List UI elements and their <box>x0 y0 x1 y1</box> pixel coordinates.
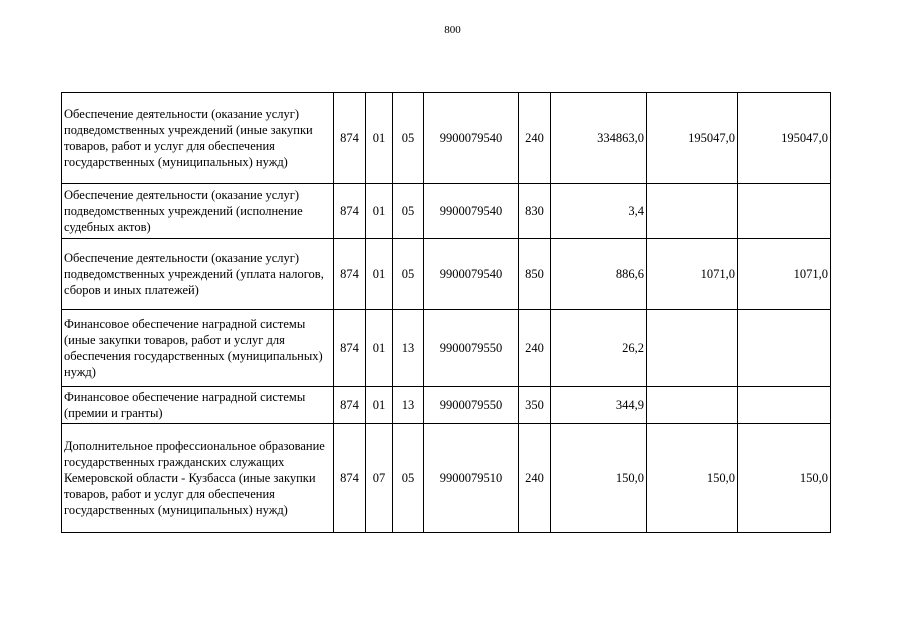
amount-year-3 <box>738 310 831 387</box>
budget-table <box>61 92 831 533</box>
section-code: 01 <box>366 239 393 310</box>
target-article-code: 9900079550 <box>424 387 519 424</box>
expense-type-code: 850 <box>519 239 551 310</box>
subsection-code: 13 <box>393 310 424 387</box>
section-code: 01 <box>366 184 393 239</box>
subsection-code: 05 <box>393 424 424 533</box>
ministry-code: 874 <box>334 239 366 310</box>
expense-type-code: 240 <box>519 310 551 387</box>
target-article-code: 9900079510 <box>424 424 519 533</box>
expense-type-code: 240 <box>519 93 551 184</box>
amount-year-1: 344,9 <box>551 387 647 424</box>
row-description: Финансовое обеспечение наградной системы (иные закупки товаров, работ и услуг для обеспечения государственных (муниципальных) нужд) <box>62 310 334 387</box>
amount-year-1: 26,2 <box>551 310 647 387</box>
ministry-code: 874 <box>334 387 366 424</box>
amount-year-2: 195047,0 <box>647 93 738 184</box>
subsection-code: 05 <box>393 93 424 184</box>
amount-year-1: 3,4 <box>551 184 647 239</box>
row-description: Обеспечение деятельности (оказание услуг) подведомственных учреждений (иные закупки товаров, работ и услуг для обеспечения государственных (муниципальных) нужд) <box>62 93 334 184</box>
table-row <box>62 310 831 387</box>
expense-type-code: 830 <box>519 184 551 239</box>
table-row <box>62 184 831 239</box>
row-description: Обеспечение деятельности (оказание услуг) подведомственных учреждений (исполнение судебных актов) <box>62 184 334 239</box>
amount-year-2 <box>647 387 738 424</box>
subsection-code: 05 <box>393 184 424 239</box>
table-row <box>62 387 831 424</box>
row-description: Финансовое обеспечение наградной системы (премии и гранты) <box>62 387 334 424</box>
table-row <box>62 93 831 184</box>
target-article-code: 9900079540 <box>424 93 519 184</box>
expense-type-code: 240 <box>519 424 551 533</box>
amount-year-3: 195047,0 <box>738 93 831 184</box>
section-code: 01 <box>366 387 393 424</box>
target-article-code: 9900079540 <box>424 239 519 310</box>
section-code: 01 <box>366 93 393 184</box>
target-article-code: 9900079540 <box>424 184 519 239</box>
section-code: 07 <box>366 424 393 533</box>
ministry-code: 874 <box>334 310 366 387</box>
table-row <box>62 239 831 310</box>
amount-year-3: 150,0 <box>738 424 831 533</box>
amount-year-2 <box>647 184 738 239</box>
page-number: 800 <box>444 24 461 36</box>
amount-year-2: 150,0 <box>647 424 738 533</box>
amount-year-2 <box>647 310 738 387</box>
subsection-code: 13 <box>393 387 424 424</box>
amount-year-2: 1071,0 <box>647 239 738 310</box>
expense-type-code: 350 <box>519 387 551 424</box>
ministry-code: 874 <box>334 184 366 239</box>
target-article-code: 9900079550 <box>424 310 519 387</box>
amount-year-3 <box>738 387 831 424</box>
amount-year-3: 1071,0 <box>738 239 831 310</box>
row-description: Дополнительное профессиональное образование государственных гражданских служащих Кемеровской области - Кузбасса (иные закупки товаров, работ и услуг для обеспечения государственных (муниципальных) нужд) <box>62 424 334 533</box>
row-description: Обеспечение деятельности (оказание услуг) подведомственных учреждений (уплата налогов, сборов и иных платежей) <box>62 239 334 310</box>
ministry-code: 874 <box>334 93 366 184</box>
subsection-code: 05 <box>393 239 424 310</box>
section-code: 01 <box>366 310 393 387</box>
amount-year-1: 886,6 <box>551 239 647 310</box>
table-row <box>62 424 831 533</box>
amount-year-1: 150,0 <box>551 424 647 533</box>
ministry-code: 874 <box>334 424 366 533</box>
amount-year-1: 334863,0 <box>551 93 647 184</box>
amount-year-3 <box>738 184 831 239</box>
